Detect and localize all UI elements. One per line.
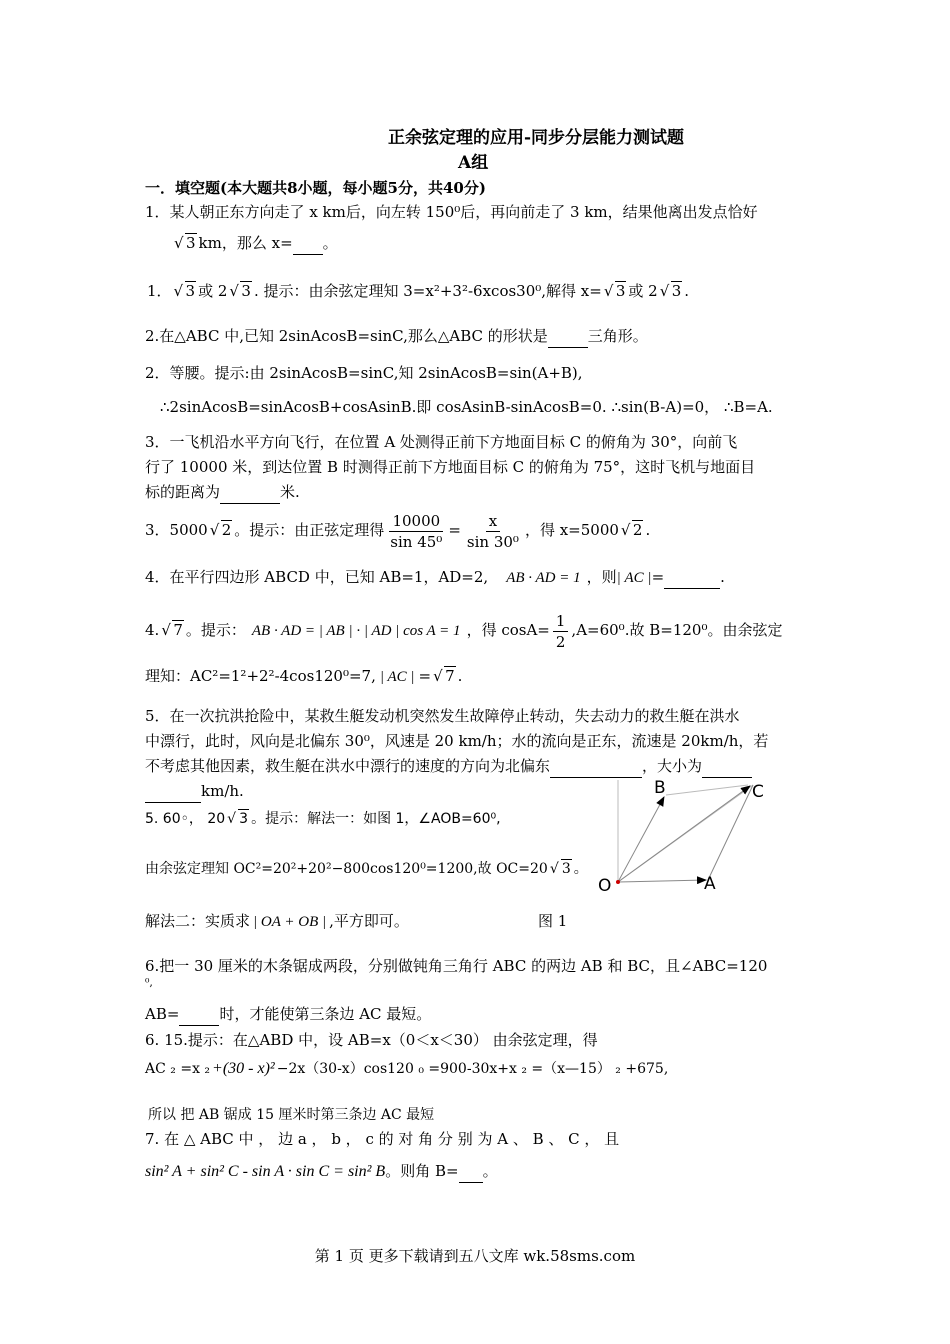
answer-blank [664,566,720,589]
vector-figure [598,775,788,900]
answer-5-line-1: 5. 60◦， 20√ 3 。提示：解法一：如图 1，∠AOB=60⁰, [145,808,501,830]
sqrt-expr: √ 2 [621,508,644,552]
answer-blank [145,780,201,803]
vector-ob [618,797,664,882]
abs-expr: | AC | [379,669,415,685]
math-expr: +(30 - x)² [212,1060,275,1077]
sqrt-expr: √ 3 [550,858,572,880]
vector-expr: AB · AD = | AB | · | AD | cos A = 1 [251,623,461,639]
sqrt-expr: √ 3 [660,280,683,302]
sqrt-expr: √ 3 [604,280,627,302]
question-3-line-3: 标的距离为 米. [145,481,300,504]
answer-1: 1．√ 3 或 2√ 3 . 提示：由余弦定理知 3=x²+3²-6xcos30⁰,解得 x=√ 3 或 2√ 3 . [147,280,689,302]
sqrt-expr: √ 2 [210,508,233,552]
origin-point [616,880,620,884]
label-b: B [654,778,666,798]
math-expr: sin² A + sin² C - sin A · sin C = sin² B [145,1163,386,1180]
question-1-line-1: 1．某人朝正东方向走了 x km后，向左转 150⁰后，再向前走了 3 km，结果他离出发点恰好 [145,203,758,221]
vector-expr: AB · AD = 1 [506,570,581,586]
sqrt-expr: √ 7 [161,608,184,652]
answer-2-line-1: 2．等腰。提示:由 2sinAcosB=sinC,知 2sinAcosB=sin(A+B), [145,364,583,382]
question-5-line-2: 中漂行，此时，风向是北偏东 30⁰，风速是 20 km/h；水的流向是正东，流速是 20km/h，若 [145,732,769,750]
label-a: A [704,874,716,894]
question-1-line-2: √ 3 km，那么 x= 。 [172,232,338,255]
question-6-line-2: ⁰, [145,976,153,989]
answer-2-line-2: ∴2sinAcosB=sinAcosB+cosAsinB.即 cosAsinB-sinAcosB=0. ∴sin(B-A)=0， ∴B=A. [160,398,773,416]
fraction: $\frac{x}{\text{sin 30⁰}}$ [466,511,519,551]
question-7-line-2: sin² A + sin² C - sin A · sin C = sin² B。则角 B= 。 [145,1160,498,1183]
answer-4-line-2: 理知：AC²=1²+2²-4cos120⁰=7, | AC | =√ 7 . [145,665,462,688]
answer-3: 3．5000√ 2 。提示：由正弦定理得 $\frac{10000}{\text{sin 45⁰}}$ = $\frac{x}{\text{sin 30⁰}}$ ，得 x=5000√ 2 . [145,508,650,552]
abs-expr: | OA + OB | [253,914,327,930]
question-6-line-3: AB= 时，才能使第三条边 AC 最短。 [145,1003,431,1026]
sqrt-expr: √ 3 [174,280,197,302]
sqrt-expr: √ 7 [433,665,456,687]
question-3-line-1: 3．一飞机沿水平方向飞行，在位置 A 处测得正前下方地面目标 C 的俯角为 30°，向前飞 [145,433,738,451]
vector-oa [618,880,706,882]
question-2: 2.在△ABC 中,已知 2sinAcosB=sinC,那么△ABC 的形状是 三角形。 [145,325,648,348]
answer-blank [220,481,280,504]
bc-line [666,785,748,795]
section-heading: 一．填空题(本大题共8小题，每小题5分，共40分) [145,179,486,197]
figure-caption: 图 1 [538,912,568,930]
question-5-line-3: 不考虑其他因素，救生艇在洪水中漂行的速度的方向为北偏东 ，大小为 [145,755,752,778]
answer-6-line-3: 所以 把 AB 锯成 15 厘米时第三条边 AC 最短 [148,1107,435,1123]
page-footer: 第 1 页 更多下载请到五八文库 wk.58sms.com [314,1247,636,1265]
answer-blank [179,1003,219,1026]
page-title: 正余弦定理的应用-同步分层能力测试题 [388,128,685,148]
answer-4-line-1: 4.√ 7 。提示： AB · AD = | AB | · | AD | cos A = 1 ，得 cosA= $\frac{1}{2}$ ,A=60⁰.故 B=120⁰。由余弦定 [145,608,782,653]
fraction: $\frac{10000}{\text{sin 45⁰}}$ [390,511,443,551]
answer-blank [548,325,588,348]
label-o: O [598,876,612,896]
answer-5-line-2: 由余弦定理知 OC²=20²+20²−800cos120⁰=1200,故 OC=20√ 3 。 [145,858,588,880]
ac-line [708,785,753,880]
question-5-line-1: 5．在一次抗洪抢险中，某救生艇发动机突然发生故障停止转动，失去动力的救生艇在洪水 [145,707,740,725]
answer-blank [293,232,323,255]
answer-5-line-3: 解法二：实质求 | OA + OB | ,平方即可。 [145,912,409,930]
question-5-line-4: km/h. [145,780,244,803]
abs-expr: | AC | [616,570,652,586]
fraction: $\frac{1}{2}$ [553,611,569,652]
group-label: A组 [458,153,489,173]
answer-blank [459,1160,483,1183]
sqrt-expr: √ 3 [174,232,197,254]
sqrt-expr: √ 3 [227,808,249,830]
question-3-line-2: 行了 10000 米，到达位置 B 时测得正前下方地面目标 C 的俯角为 75°，这时飞机与地面目 [145,458,756,476]
label-c: C [752,782,764,802]
question-6-line-1: 6.把一 30 厘米的木条锯成两段，分别做钝角三角行 ABC 的两边 AB 和 BC，且∠ABC=120 [145,957,768,975]
answer-6-line-1: 6. 15.提示：在△ABD 中，设 AB=x（0＜x＜30） 由余弦定理，得 [145,1031,598,1049]
question-7-line-1: 7. 在 △ ABC 中 ， 边 a ， b ， c 的 对 角 分 别 为 A 、 B 、 C ， 且 [145,1130,620,1148]
sqrt-expr: √ 3 [229,280,252,302]
question-4: 4．在平行四边形 ABCD 中，已知 AB=1，AD=2, AB · AD = 1 ，则| AC |= . [145,566,725,589]
answer-6-line-2: AC ₂ =x ₂ +(30 - x)² −2x（30-x）cos120 ₀ =900-30x+x ₂ =（x—15） ₂ +675, [145,1060,669,1077]
